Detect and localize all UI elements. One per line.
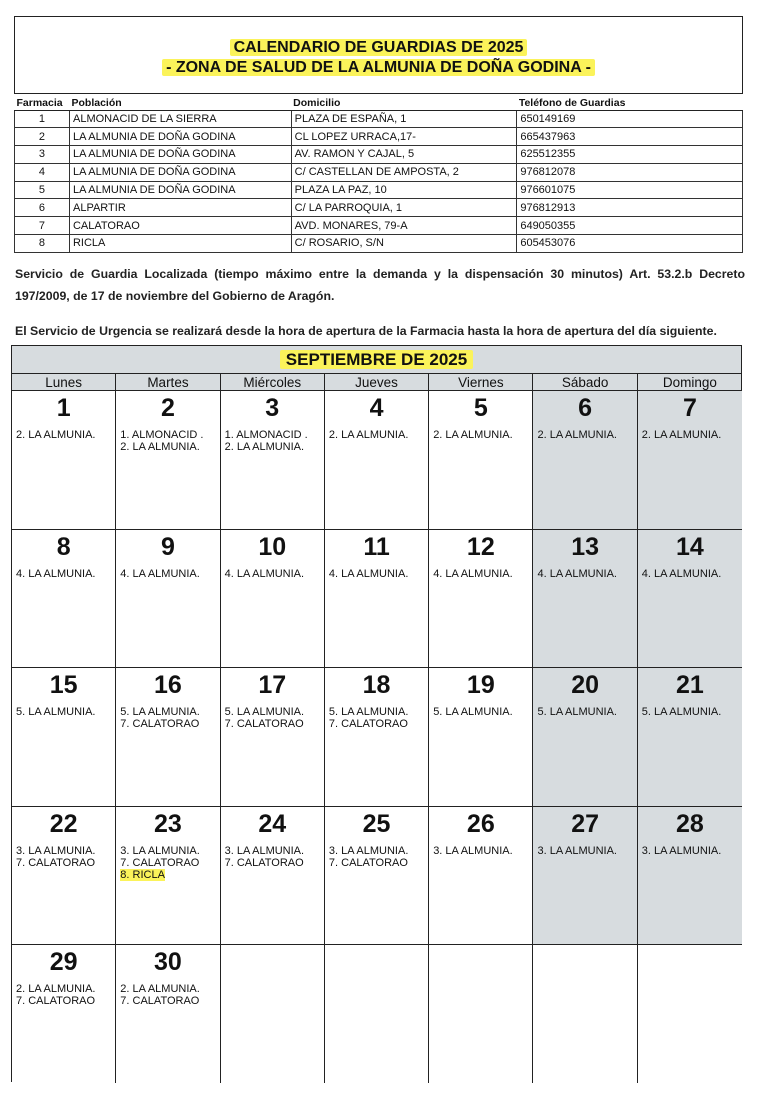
table-cell: AVD. MONARES, 79-A xyxy=(291,217,517,235)
duty-entry xyxy=(329,718,428,730)
duty-entry xyxy=(433,845,532,857)
duty-entry xyxy=(225,441,324,453)
table-cell: 6 xyxy=(15,199,70,217)
duty-entry-text: 4. LA ALMUNIA. xyxy=(120,567,200,580)
weekday-label: Lunes xyxy=(12,374,116,391)
table-row xyxy=(15,163,743,181)
duty-entry xyxy=(120,869,219,881)
weekday-label: Martes xyxy=(116,374,220,391)
duty-entry xyxy=(120,718,219,730)
duty-entry-text: 2. LA ALMUNIA. xyxy=(16,429,96,441)
duty-entry-text: 2. LA ALMUNIA. xyxy=(16,983,96,995)
duty-entry-text: 2. LA ALMUNIA. xyxy=(120,983,200,995)
duty-list xyxy=(225,706,324,730)
duty-entry-text: 5. LA ALMUNIA. xyxy=(537,706,617,718)
day-number: 16 xyxy=(154,671,182,699)
day-number: 29 xyxy=(49,948,78,976)
duty-entry-text: 5. LA ALMUNIA. xyxy=(16,706,96,718)
table-header-cell: Farmacia xyxy=(15,96,70,110)
duty-entry-text: 3. LA ALMUNIA. xyxy=(537,844,617,857)
day-number: 30 xyxy=(154,948,182,976)
duty-entry xyxy=(16,429,115,441)
duty-list xyxy=(642,706,742,718)
duty-entry-text: 7. CALATORAO xyxy=(120,718,200,730)
duty-entry-text: 7. CALATORAO xyxy=(224,856,304,869)
duty-entry xyxy=(329,845,428,857)
duty-entry xyxy=(225,718,324,730)
table-row xyxy=(15,110,743,128)
duty-list xyxy=(329,568,428,580)
title-line-1: CALENDARIO DE GUARDIAS DE 2025 xyxy=(15,38,742,58)
table-cell: CL LOPEZ URRACA,17- xyxy=(291,128,517,146)
duty-entry xyxy=(120,857,219,869)
duty-entry-text: 4. LA ALMUNIA. xyxy=(433,567,513,580)
duty-entry-text: 3. LA ALMUNIA. xyxy=(433,844,513,857)
duty-entry xyxy=(433,568,532,580)
duty-entry-text: 5. LA ALMUNIA. xyxy=(328,706,409,718)
calendar-day-cell xyxy=(116,807,220,945)
pharmacy-table-header xyxy=(15,96,743,110)
duty-entry-text: 3. LA ALMUNIA. xyxy=(328,844,409,857)
duty-entry xyxy=(120,429,219,441)
duty-entry-text: 2. LA ALMUNIA. xyxy=(537,429,617,441)
duty-entry xyxy=(642,845,742,857)
calendar-day-cell xyxy=(12,391,116,529)
day-number: 13 xyxy=(571,532,600,561)
day-number: 12 xyxy=(466,532,495,561)
duty-list xyxy=(120,429,219,453)
duty-list xyxy=(16,429,115,441)
duty-list xyxy=(16,983,115,1007)
weekday-label: Miércoles xyxy=(221,374,325,391)
duty-entry xyxy=(120,706,219,718)
duty-list xyxy=(16,706,115,718)
duty-entry-text: 5. LA ALMUNIA. xyxy=(641,706,722,718)
calendar-day-cell xyxy=(533,668,637,806)
calendar-empty-cell xyxy=(221,945,325,1083)
day-number: 5 xyxy=(473,394,488,422)
duty-entry-text: 2. LA ALMUNIA. xyxy=(224,441,305,453)
duty-entry-text: 7. CALATORAO xyxy=(224,718,304,730)
calendar-day-cell xyxy=(221,668,325,806)
table-header-cell: Teléfono de Guardias xyxy=(517,96,743,110)
guard-service-notice: Servicio de Guardia Localizada (tiempo máximo entre la demanda y la dispensación 30 minutos) Art. 53.2.b Decreto 197/2009, de 17 de noviembre del Gobierno de Aragón. xyxy=(15,267,745,303)
duty-entry-text: 3. LA ALMUNIA. xyxy=(120,844,200,857)
duty-entry xyxy=(642,568,742,580)
table-header-cell: Domicilio xyxy=(291,96,517,110)
duty-list xyxy=(225,845,324,869)
calendar-day-cell xyxy=(12,945,116,1083)
table-cell: 1 xyxy=(15,110,70,128)
duty-entry-text: 8. RICLA xyxy=(120,868,165,881)
duty-list xyxy=(433,706,532,718)
duty-entry xyxy=(16,857,115,869)
calendar-day-cell xyxy=(325,668,429,806)
day-number: 20 xyxy=(571,671,600,699)
duty-entry xyxy=(225,429,324,441)
table-cell: 976601075 xyxy=(517,181,743,199)
duty-entry xyxy=(225,845,324,857)
duty-entry-text: 4. LA ALMUNIA. xyxy=(537,567,617,580)
duty-entry xyxy=(16,568,115,580)
day-number: 24 xyxy=(258,809,287,838)
day-number: 6 xyxy=(578,394,593,422)
calendar-day-cell xyxy=(325,530,429,668)
duty-entry xyxy=(537,429,636,441)
duty-entry xyxy=(16,995,115,1007)
day-number: 3 xyxy=(265,394,280,422)
calendar-empty-cell xyxy=(429,945,533,1083)
table-cell: 5 xyxy=(15,181,70,199)
calendar-empty-cell xyxy=(638,945,742,1083)
duty-list xyxy=(120,706,219,730)
table-cell: 4 xyxy=(15,163,70,181)
calendar xyxy=(11,345,742,1082)
duty-entry xyxy=(537,706,636,718)
duty-entry xyxy=(120,845,219,857)
duty-entry-text: 5. LA ALMUNIA. xyxy=(224,706,305,718)
duty-entry-text: 3. LA ALMUNIA. xyxy=(16,844,96,857)
table-cell: PLAZA DE ESPAÑA, 1 xyxy=(291,110,517,128)
duty-entry-text: 1. ALMONACID . xyxy=(224,429,308,441)
duty-entry-text: 7. CALATORAO xyxy=(328,718,408,730)
table-cell: LA ALMUNIA DE DOÑA GODINA xyxy=(69,181,291,199)
duty-entry-text: 3. LA ALMUNIA. xyxy=(224,844,305,857)
table-cell: 650149169 xyxy=(517,110,743,128)
duty-list xyxy=(120,568,219,580)
duty-list xyxy=(225,568,324,580)
duty-entry-text: 1. ALMONACID . xyxy=(120,429,204,441)
table-cell: RICLA xyxy=(69,235,291,253)
duty-entry-text: 3. LA ALMUNIA. xyxy=(641,844,722,857)
table-cell: 2 xyxy=(15,128,70,146)
duty-entry xyxy=(225,568,324,580)
duty-list xyxy=(537,429,636,441)
duty-entry-text: 4. LA ALMUNIA. xyxy=(16,567,96,580)
day-number: 18 xyxy=(362,671,391,699)
duty-entry xyxy=(225,706,324,718)
table-cell: 665437963 xyxy=(517,128,743,146)
calendar-day-cell xyxy=(638,807,742,945)
duty-list xyxy=(16,845,115,869)
calendar-day-cell xyxy=(325,807,429,945)
table-cell: PLAZA LA PAZ, 10 xyxy=(291,181,517,199)
table-cell: 649050355 xyxy=(517,217,743,235)
duty-entry-text: 5. LA ALMUNIA. xyxy=(120,706,200,718)
duty-entry xyxy=(433,706,532,718)
weekday-header xyxy=(12,373,741,390)
calendar-week-row xyxy=(12,529,741,668)
day-number: 11 xyxy=(363,532,390,561)
calendar-week-row xyxy=(12,806,741,945)
weekday-label: Domingo xyxy=(662,375,717,390)
duty-list xyxy=(329,706,428,730)
duty-entry xyxy=(16,845,115,857)
weekday-label: Jueves xyxy=(325,374,429,391)
duty-list xyxy=(433,845,532,857)
title-line-2: - ZONA DE SALUD DE LA ALMUNIA DE DOÑA GODINA - xyxy=(15,58,742,78)
day-number: 10 xyxy=(258,532,287,561)
duty-list xyxy=(225,429,324,453)
calendar-day-cell xyxy=(12,807,116,945)
pharmacy-table xyxy=(14,96,743,253)
calendar-day-cell xyxy=(638,530,742,668)
weekday-label: Sábado xyxy=(533,374,637,391)
duty-entry xyxy=(537,568,636,580)
table-row xyxy=(15,128,743,146)
duty-entry xyxy=(120,441,219,453)
day-number: 28 xyxy=(676,809,704,838)
table-cell: 3 xyxy=(15,146,70,164)
table-row xyxy=(15,199,743,217)
duty-entry-text: 2. LA ALMUNIA. xyxy=(328,429,409,441)
calendar-week-row xyxy=(12,667,741,806)
table-cell: C/ ROSARIO, S/N xyxy=(291,235,517,253)
duty-entry xyxy=(642,706,742,718)
table-row xyxy=(15,146,743,164)
day-number: 23 xyxy=(154,809,182,838)
calendar-day-cell xyxy=(429,530,533,668)
duty-entry xyxy=(642,429,742,441)
day-number: 9 xyxy=(160,532,175,561)
calendar-day-cell xyxy=(12,530,116,668)
calendar-day-cell xyxy=(116,945,220,1083)
calendar-grid xyxy=(12,390,741,1083)
day-number: 26 xyxy=(466,809,495,838)
day-number: 22 xyxy=(49,809,78,838)
duty-entry-text: 4. LA ALMUNIA. xyxy=(224,567,305,580)
duty-list xyxy=(537,706,636,718)
duty-list xyxy=(329,429,428,441)
table-cell: LA ALMUNIA DE DOÑA GODINA xyxy=(69,128,291,146)
table-cell: LA ALMUNIA DE DOÑA GODINA xyxy=(69,163,291,181)
duty-entry xyxy=(433,429,532,441)
table-cell: C/ CASTELLAN DE AMPOSTA, 2 xyxy=(291,163,517,181)
calendar-day-cell xyxy=(533,530,637,668)
duty-list xyxy=(120,845,219,881)
day-number: 17 xyxy=(258,671,287,699)
duty-entry xyxy=(16,706,115,718)
duty-entry-text: 2. LA ALMUNIA. xyxy=(120,441,200,453)
duty-list xyxy=(433,568,532,580)
duty-entry-text: 5. LA ALMUNIA. xyxy=(433,706,513,718)
calendar-week-row xyxy=(12,390,741,529)
duty-entry xyxy=(16,983,115,995)
day-number: 19 xyxy=(466,671,495,699)
day-number: 21 xyxy=(676,671,704,699)
duty-entry xyxy=(120,568,219,580)
table-row xyxy=(15,217,743,235)
table-cell: LA ALMUNIA DE DOÑA GODINA xyxy=(69,146,291,164)
duty-entry xyxy=(329,857,428,869)
day-number: 27 xyxy=(571,809,600,838)
weekday-label: Viernes xyxy=(429,374,533,391)
table-cell: AV. RAMON Y CAJAL, 5 xyxy=(291,146,517,164)
duty-entry-text: 7. CALATORAO xyxy=(16,856,96,869)
duty-entry xyxy=(329,706,428,718)
calendar-day-cell xyxy=(221,391,325,529)
calendar-day-cell xyxy=(533,807,637,945)
calendar-day-cell xyxy=(12,668,116,806)
calendar-empty-cell xyxy=(325,945,429,1083)
duty-entry xyxy=(537,845,636,857)
duty-entry xyxy=(120,995,219,1007)
duty-entry-text: 7. CALATORAO xyxy=(328,856,408,869)
table-row xyxy=(15,235,743,253)
document-title-box xyxy=(14,16,743,94)
calendar-day-cell xyxy=(116,668,220,806)
duty-entry-text: 4. LA ALMUNIA. xyxy=(328,567,409,580)
day-number: 1 xyxy=(56,394,71,422)
calendar-day-cell xyxy=(533,391,637,529)
duty-entry-text: 7. CALATORAO xyxy=(16,995,96,1007)
duty-entry xyxy=(225,857,324,869)
calendar-empty-cell xyxy=(533,945,637,1083)
emergency-service-notice: El Servicio de Urgencia se realizará desde la hora de apertura de la Farmacia hasta la hora de apertura del día siguiente. xyxy=(15,324,717,338)
duty-entry-text: 7. CALATORAO xyxy=(120,856,200,869)
duty-entry-text: 2. LA ALMUNIA. xyxy=(641,429,722,441)
day-number: 7 xyxy=(682,394,697,422)
duty-list xyxy=(642,429,742,441)
table-cell: CALATORAO xyxy=(69,217,291,235)
day-number: 25 xyxy=(362,809,391,838)
duty-entry xyxy=(120,983,219,995)
calendar-day-cell xyxy=(429,668,533,806)
duty-list xyxy=(537,568,636,580)
duty-list xyxy=(433,429,532,441)
calendar-day-cell xyxy=(116,391,220,529)
table-cell: 7 xyxy=(15,217,70,235)
table-header-cell: Población xyxy=(69,96,291,110)
duty-entry xyxy=(329,429,428,441)
pharmacy-table-body xyxy=(15,110,743,252)
table-cell: 976812078 xyxy=(517,163,743,181)
table-cell: ALPARTIR xyxy=(69,199,291,217)
table-cell: 625512355 xyxy=(517,146,743,164)
calendar-day-cell xyxy=(638,668,742,806)
table-cell: 605453076 xyxy=(517,235,743,253)
duty-list xyxy=(537,845,636,857)
duty-entry-text: 2. LA ALMUNIA. xyxy=(433,429,513,441)
calendar-day-cell xyxy=(221,530,325,668)
calendar-day-cell xyxy=(429,807,533,945)
duty-list xyxy=(642,845,742,857)
duty-entry-text: 7. CALATORAO xyxy=(120,995,200,1007)
calendar-month-title: SEPTIEMBRE DE 2025 xyxy=(12,346,741,373)
calendar-week-row xyxy=(12,944,741,1083)
table-cell: 976812913 xyxy=(517,199,743,217)
duty-list xyxy=(16,568,115,580)
table-cell: C/ LA PARROQUIA, 1 xyxy=(291,199,517,217)
calendar-day-cell xyxy=(638,391,742,529)
calendar-day-cell xyxy=(325,391,429,529)
duty-entry-text: 4. LA ALMUNIA. xyxy=(641,567,722,580)
calendar-day-cell xyxy=(429,391,533,529)
duty-list xyxy=(329,845,428,869)
calendar-day-cell xyxy=(116,530,220,668)
day-number: 4 xyxy=(369,394,384,422)
duty-entry xyxy=(329,568,428,580)
day-number: 15 xyxy=(49,671,78,699)
day-number: 14 xyxy=(676,532,704,561)
duty-list xyxy=(642,568,742,580)
duty-list xyxy=(120,983,219,1007)
day-number: 2 xyxy=(160,394,175,422)
day-number: 8 xyxy=(56,532,71,561)
table-row xyxy=(15,181,743,199)
calendar-day-cell xyxy=(221,807,325,945)
table-cell: 8 xyxy=(15,235,70,253)
table-cell: ALMONACID DE LA SIERRA xyxy=(69,110,291,128)
